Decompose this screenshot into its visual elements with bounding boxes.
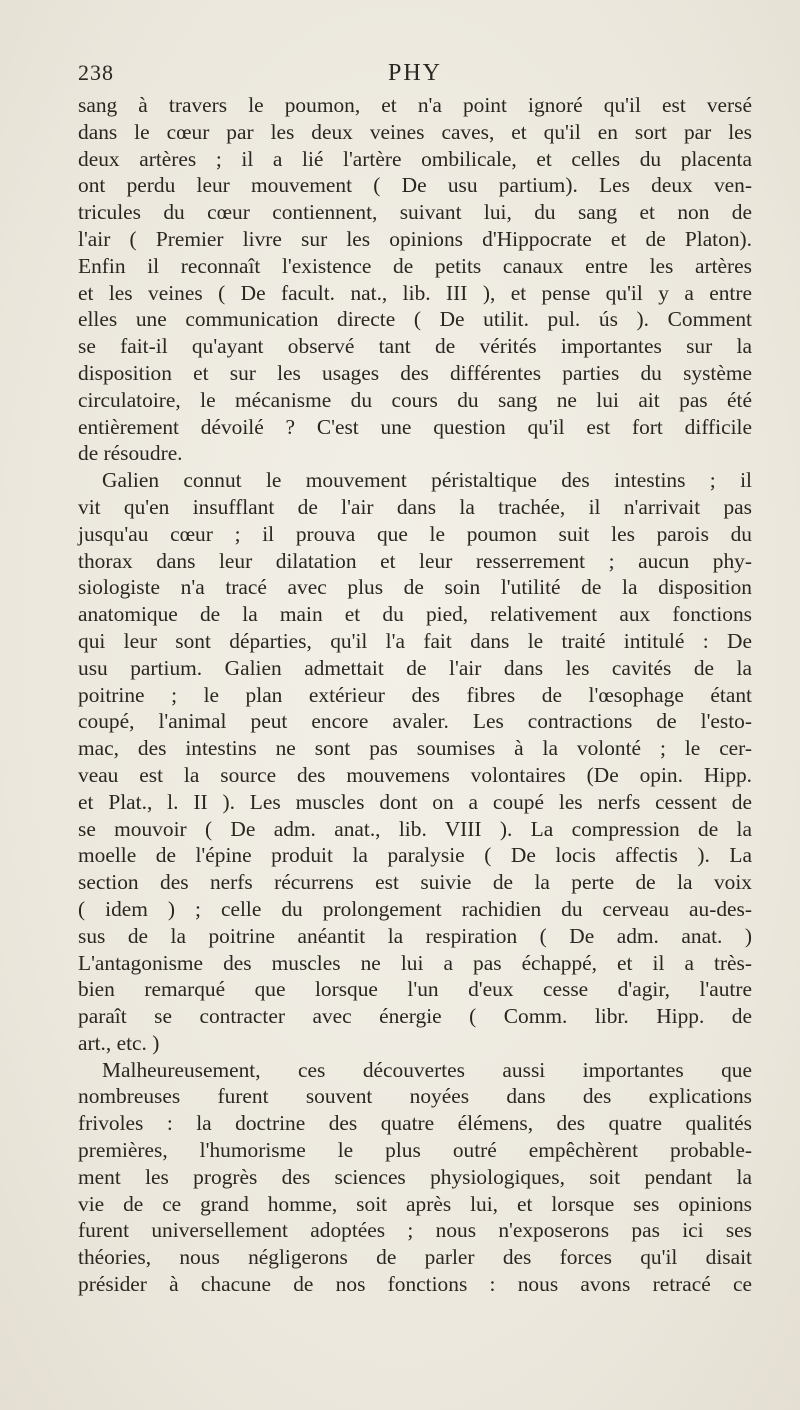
text-line: Enfin il reconnaît l'existence de petits canaux entre les artères xyxy=(78,253,752,278)
text-line: ( idem ) ; celle du prolongement rachidien du cerveau au-des- xyxy=(78,896,752,921)
text-line: circulatoire, le mécanisme du cours du sang ne lui ait pas été xyxy=(78,387,752,412)
text-line: L'antagonisme des muscles ne lui a pas échappé, et il a très- xyxy=(78,950,752,975)
text-line: vie de ce grand homme, soit après lui, et lorsque ses opinions xyxy=(78,1191,752,1216)
text-line: poitrine ; le plan extérieur des fibres de l'œsophage étant xyxy=(78,682,752,707)
text-line: paraît se contracter avec énergie ( Comm. libr. Hipp. de xyxy=(78,1004,752,1029)
paragraphs xyxy=(78,92,752,1298)
text-line: anatomique de la main et du pied, relativement aux fonctions xyxy=(78,602,752,627)
body-text xyxy=(78,92,752,1298)
text-line: siologiste n'a tracé avec plus de soin l'utilité de la disposition xyxy=(78,575,752,600)
text-line: mac, des intestins ne sont pas soumises à la volonté ; le cer- xyxy=(78,736,752,761)
text-line: présider à chacune de nos fonctions : nous avons retracé ce xyxy=(78,1272,752,1297)
text-line: et les veines ( De facult. nat., lib. III ), et pense qu'il y a entre xyxy=(78,280,752,305)
text-line: entièrement dévoilé ? C'est une question qu'il est fort difficile xyxy=(78,414,752,439)
page-number: 238 xyxy=(78,60,114,85)
text-line: qui leur sont départies, qu'il l'a fait dans le traité intitulé : De xyxy=(78,628,752,653)
text-line: frivoles : la doctrine des quatre élémens, des quatre qualités xyxy=(78,1111,752,1136)
text-line: veau est la source des mouvemens volontaires (De opin. Hipp. xyxy=(78,762,752,787)
text-line: Malheureusement, ces découvertes aussi importantes que xyxy=(102,1057,752,1082)
text-line: se fait-il qu'ayant observé tant de vérités importantes sur la xyxy=(78,334,752,359)
text-line: Galien connut le mouvement péristaltique des intestins ; il xyxy=(102,468,752,493)
text-line: sus de la poitrine anéantit la respiration ( De adm. anat. ) xyxy=(78,923,752,948)
text-line: thorax dans leur dilatation et leur resserrement ; aucun phy- xyxy=(78,548,752,573)
text-line: ment les progrès des sciences physiologiques, soit pendant la xyxy=(78,1164,752,1189)
text-line: bien remarqué que lorsque l'un d'eux cesse d'agir, l'autre xyxy=(78,977,752,1002)
running-head: PHY xyxy=(387,60,442,86)
text-line: premières, l'humorisme le plus outré empêchèrent probable- xyxy=(78,1138,752,1163)
text-line: disposition et sur les usages des différentes parties du système xyxy=(78,360,752,385)
text-line: vit qu'en insufflant de l'air dans la trachée, il n'arrivait pas xyxy=(78,494,752,519)
text-line: jusqu'au cœur ; il prouva que le poumon suit les parois du xyxy=(78,521,752,546)
text-line: théories, nous négligerons de parler des forces qu'il disait xyxy=(78,1245,752,1270)
text-line: dans le cœur par les deux veines caves, et qu'il en sort par les xyxy=(78,119,752,144)
text-line: furent universellement adoptées ; nous n'exposerons pas ici ses xyxy=(78,1218,752,1243)
text-line: art., etc. ) xyxy=(78,1030,160,1055)
text-line: de résoudre. xyxy=(78,441,183,466)
text-line: se mouvoir ( De adm. anat., lib. VIII ). La compression de la xyxy=(78,816,752,841)
text-line: tricules du cœur contiennent, suivant lui, du sang et non de xyxy=(78,200,752,225)
text-line: nombreuses furent souvent noyées dans des explications xyxy=(78,1084,752,1109)
text-line: ont perdu leur mouvement ( De usu partium). Les deux ven- xyxy=(78,173,752,198)
text-line: moelle de l'épine produit la paralysie ( De locis affectis ). La xyxy=(78,843,752,868)
text-line: l'air ( Premier livre sur les opinions d'Hippocrate et de Platon). xyxy=(78,226,752,251)
text-line: coupé, l'animal peut encore avaler. Les contractions de l'esto- xyxy=(78,709,752,734)
text-line: elles une communication directe ( De utilit. pul. ús ). Comment xyxy=(78,307,752,332)
page-header xyxy=(78,60,752,92)
text-line: sang à travers le poumon, et n'a point ignoré qu'il est versé xyxy=(78,93,752,117)
text-line: usu partium. Galien admettait de l'air dans les cavités de la xyxy=(78,655,752,680)
text-line: deux artères ; il a lié l'artère ombilicale, et celles du placenta xyxy=(78,146,752,171)
text-line: et Plat., l. II ). Les muscles dont on a coupé les nerfs cessent de xyxy=(78,789,752,814)
text-line: section des nerfs récurrens est suivie de la perte de la voix xyxy=(78,870,752,895)
